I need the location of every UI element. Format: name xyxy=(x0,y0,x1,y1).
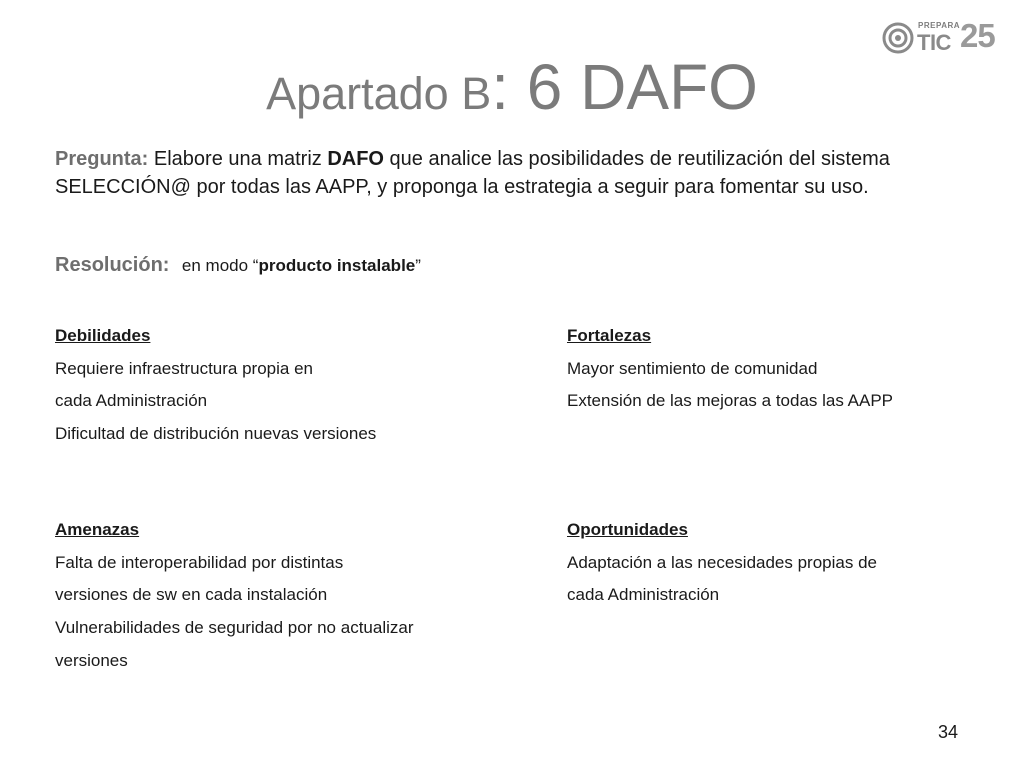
dafo-amenazas xyxy=(55,514,495,678)
fortalezas-title: Fortalezas xyxy=(567,326,652,345)
resolution-bold: producto instalable xyxy=(258,256,416,275)
dafo-fortalezas xyxy=(567,320,1007,418)
resolution-prefix: en modo “ xyxy=(181,256,259,275)
fortalezas-line: Extensión de las mejoras a todas las AAPP xyxy=(567,391,894,411)
page-number: 34 xyxy=(938,722,959,742)
dafo-debilidades xyxy=(55,320,495,451)
resolution-suffix: ” xyxy=(415,256,421,275)
question-strong: DAFO xyxy=(327,148,384,170)
logo-tic-text: TIC xyxy=(917,30,951,55)
amenazas-line: Vulnerabilidades de seguridad por no actualizar xyxy=(55,618,414,638)
question-label: Pregunta: xyxy=(55,148,149,170)
debilidades-line: Requiere infraestructura propia en xyxy=(55,358,313,378)
amenazas-title: Amenazas xyxy=(55,520,140,539)
title-part1: Apartado B xyxy=(266,68,492,119)
resolution-text xyxy=(182,256,421,275)
amenazas-line: Falta de interoperabilidad por distintas xyxy=(55,552,344,572)
title-part2: : 6 DAFO xyxy=(491,51,758,123)
question-text-after: que analice las posibilidades de reutilización del sistema SELECCIÓN@ por todas las AAPP, y proponga la estrategia a seguir para fomentar su uso. xyxy=(55,148,890,198)
debilidades-line: cada Administración xyxy=(55,391,208,411)
logo-prepara-text: PREPARA xyxy=(918,21,961,30)
question-paragraph xyxy=(55,145,955,201)
logo-number: 25 xyxy=(960,17,995,54)
resolution-line xyxy=(55,254,421,277)
question-text-before: Elabore una matriz xyxy=(148,148,328,170)
fortalezas-line: Mayor sentimiento de comunidad xyxy=(567,358,818,378)
dafo-oportunidades xyxy=(567,514,1007,612)
oportunidades-title: Oportunidades xyxy=(567,520,688,539)
debilidades-line: Dificultad de distribución nuevas versiones xyxy=(55,424,377,444)
debilidades-title: Debilidades xyxy=(55,326,151,345)
oportunidades-line: Adaptación a las necesidades propias de xyxy=(567,552,877,572)
slide-title xyxy=(0,50,1024,124)
amenazas-line: versiones de sw en cada instalación xyxy=(55,585,328,605)
oportunidades-line: cada Administración xyxy=(567,585,720,605)
amenazas-line: versiones xyxy=(55,650,128,670)
resolution-label: Resolución: xyxy=(55,254,170,276)
